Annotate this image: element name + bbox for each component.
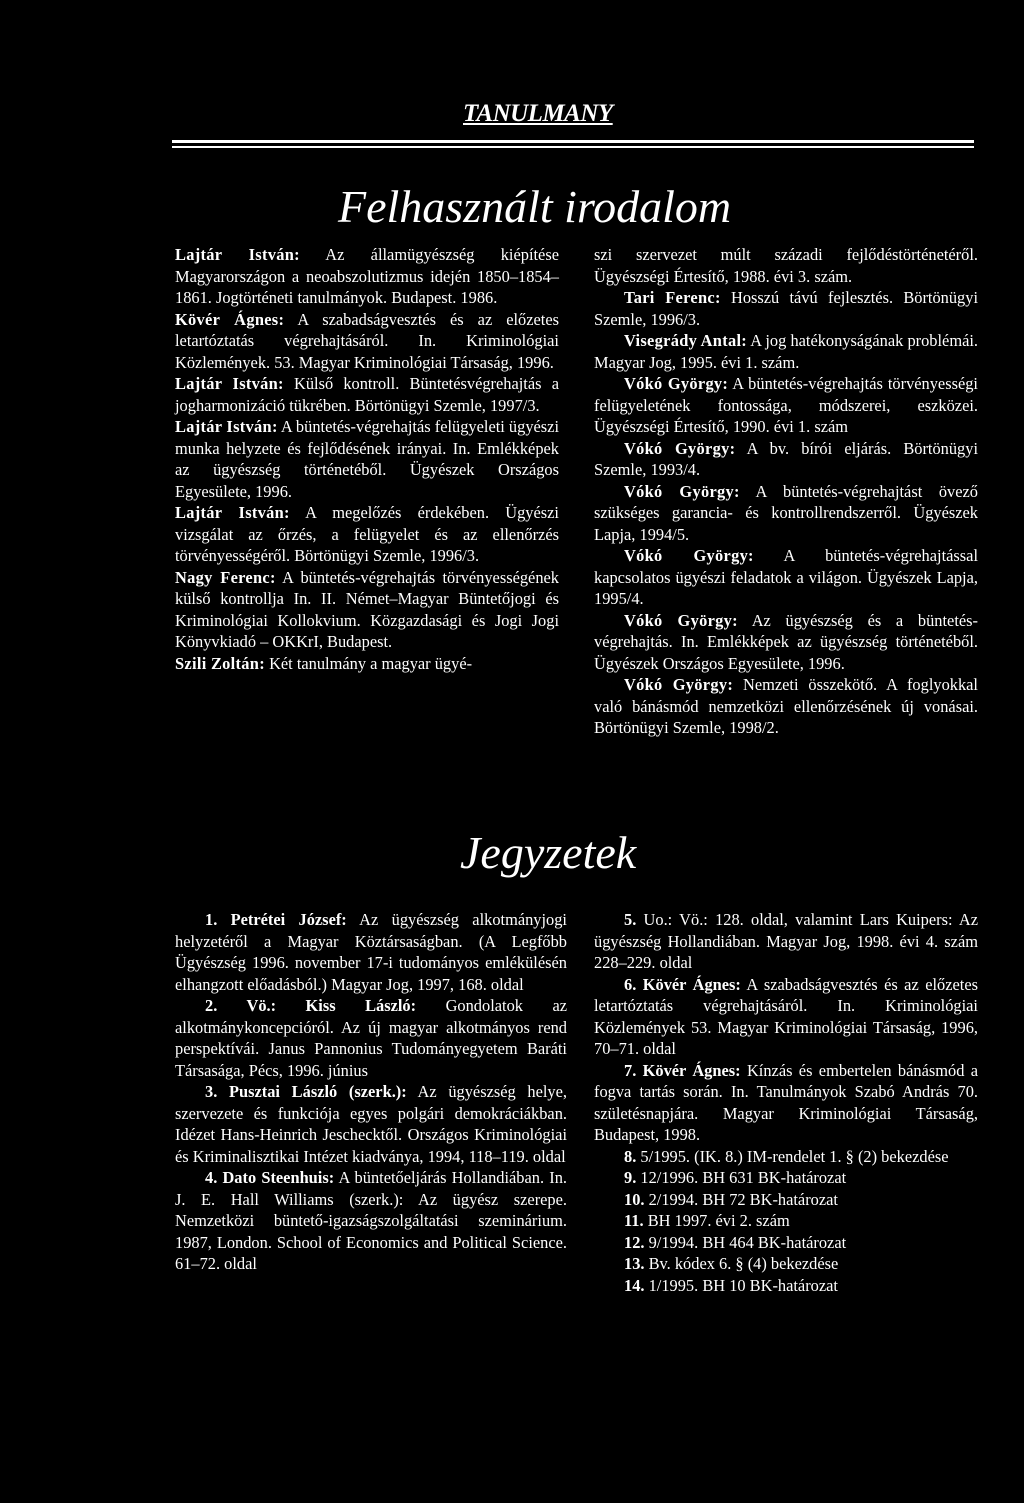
literature-column-left	[175, 244, 559, 674]
reference-text: 1/1995. BH 10 BK-határozat	[644, 1275, 838, 1295]
reference-entry	[594, 545, 978, 610]
notes-title: Jegyzetek	[460, 827, 637, 878]
reference-text: BH 1997. évi 2. szám	[643, 1211, 790, 1230]
reference-text: A jog hatékonyságának problémái. Magyar Jog, 1995. évi 1. szám.	[594, 331, 978, 372]
note-number: 1. Petrétei József:	[205, 910, 347, 929]
note-number: 13.	[624, 1254, 645, 1273]
reference-text: Kínzás és embertelen bánásmód a fogva tartás során. In. Tanulmányok Szabó András 70. születésnapjára. Magyar Kriminológiai Társaság, Budapest, 1998.	[594, 1060, 978, 1144]
reference-text: A büntetés-végrehajtást övező szükséges garancia- és kontrollrendszerről. Ügyészek Lapja, 1994/5.	[594, 481, 978, 544]
reference-author: Vókó György:	[624, 546, 754, 565]
reference-author: Vókó György:	[624, 675, 734, 694]
reference-author: Vókó György:	[624, 438, 736, 458]
literature-column-right	[594, 244, 978, 739]
reference-text: A büntetés-végrehajtással kapcsolatos ügyészi feladatok a világon. Ügyészek Lapja, 1995/4.	[594, 546, 978, 608]
reference-text: Bv. kódex 6. § (4) bekezdése	[644, 1254, 839, 1273]
reference-text: Az ügyészség helye, szervezete és funkciója egyes polgári demokráciákban. Idézet Hans-Heinrich Jeschecktől. Országos Kriminológiai és Kriminalisztikai Intézet kiadványa, 1994, 118–119. oldal	[175, 1082, 567, 1166]
reference-entry	[594, 1210, 978, 1232]
reference-entry	[175, 1081, 567, 1167]
reference-entry	[594, 1146, 978, 1168]
reference-author: Lajtár István:	[175, 417, 278, 436]
note-number: 10.	[624, 1189, 645, 1209]
note-number: 5.	[624, 910, 637, 929]
reference-entry	[594, 438, 978, 481]
reference-entry	[175, 653, 559, 675]
reference-entry	[175, 995, 567, 1081]
reference-text: Nemzeti összekötő. A foglyokkal való bánásmód nemzetközi ellenőrzésének új vonásai. Börtönügyi Szemle, 1998/2.	[594, 675, 978, 737]
note-number: 7. Kövér Ágnes:	[624, 1060, 741, 1080]
reference-text: A büntetés-végrehajtás felügyeleti ügyészi munka helyzete és fejlődésének irányai. In. Emlékképek az ügyészség történetéből. Ügyészek Országos Egyesülete, 1996.	[175, 417, 559, 501]
reference-text: A szabadságvesztés és az előzetes letartóztatás végrehajtásáról. In. Kriminológiai Közlemények 53. Magyar Kriminológiai Társaság, 1996, 70–71. oldal	[594, 974, 978, 1058]
note-number: 12.	[624, 1232, 645, 1252]
reference-text: 9/1994. BH 464 BK-határozat	[644, 1232, 847, 1252]
reference-entry	[594, 1189, 978, 1211]
reference-text: A szabadságvesztés és az előzetes letartóztatás végrehajtásáról. In. Kriminológiai Közlemények. 53. Magyar Kriminológiai Társaság, 1996.	[175, 309, 559, 372]
reference-entry	[594, 1060, 978, 1146]
reference-entry	[594, 610, 978, 675]
reference-text: A büntetőeljárás Hollandiában. In. J. E. Hall Williams (szerk.): Az ügyész szerepe. Nemzetközi büntető-igazságszolgáltatási szeminárium. 1987, London. School of Economics and Political Science. 61–72. oldal	[175, 1168, 567, 1273]
reference-author: Vókó György:	[624, 610, 738, 630]
reference-entry	[594, 909, 978, 974]
reference-entry	[175, 244, 559, 309]
note-number: 9.	[624, 1168, 637, 1187]
reference-author: Lajtár István:	[175, 245, 300, 264]
reference-entry	[594, 330, 978, 373]
reference-text: A megelőzés érdekében. Ügyészi vizsgálat az őrzés, a felügyelet és az ellenőrzés törvényességéről. Börtönügyi Szemle, 1996/3.	[175, 503, 559, 565]
reference-text: Hosszú távú fejlesztés. Börtönügyi Szemle, 1996/3.	[594, 288, 978, 329]
reference-text: 5/1995. (IK. 8.) IM-rendelet 1. § (2) bekezdése	[636, 1146, 949, 1166]
note-number: 14.	[624, 1275, 645, 1295]
reference-text: Az ügyészség és a büntetés-végrehajtás. In. Emlékképek az ügyészség történetéből. Ügyészek Országos Egyesülete, 1996.	[594, 610, 978, 673]
reference-entry	[175, 567, 559, 653]
reference-text: A büntetés-végrehajtás törvényességének külső kontrollja In. II. Német–Magyar Büntetőjogi és Kriminológiai Kollokvium. Közgazdasági és Jogi Jogi Könyvkiadó – OKKrI, Budapest.	[175, 567, 559, 651]
reference-text: A büntetés-végrehajtás törvényességi felügyeletének fontossága, módszerei, eszközei. Ügyészségi Értesítő, 1990. évi 1. szám	[594, 374, 978, 436]
reference-author: Kövér Ágnes:	[175, 309, 285, 329]
note-number: 4. Dato Steenhuis:	[205, 1168, 335, 1187]
header-rule	[172, 140, 974, 150]
reference-author: Vókó György:	[624, 374, 729, 393]
reference-entry	[594, 1167, 978, 1189]
reference-author: Szili Zoltán:	[175, 653, 265, 673]
reference-text: Az államügyészség kiépítése Magyarországon a neoabszolutizmus idején 1850–1854–1861. Jogtörténeti tanulmányok. Budapest. 1986.	[175, 245, 559, 307]
reference-author: Visegrády Antal:	[624, 331, 748, 350]
reference-text: Gondolatok az alkotmánykoncepcióról. Az új magyar alkotmányos rend perspektívái. Janus Pannonius Tudományegyetem Baráti Társasága, Pécs, 1996. június	[175, 996, 567, 1080]
reference-entry	[175, 909, 567, 995]
reference-text: 12/1996. BH 631 BK-határozat	[636, 1168, 847, 1187]
reference-text: Két tanulmány a magyar ügyé-	[264, 653, 473, 673]
reference-entry	[594, 481, 978, 546]
header-rule-thin	[172, 146, 974, 148]
reference-entry	[594, 1275, 978, 1297]
header-rule-thick	[172, 140, 974, 143]
literature-title: Felhasznált irodalom	[338, 181, 732, 232]
note-number: 3. Pusztai László (szerk.):	[205, 1082, 407, 1101]
reference-text: Az ügyészség alkotmányjogi helyzetéről a Magyar Köztársaságban. (A Legfőbb Ügyészség 1996. november 17-i tudományos emlékülésén elhangzott előadásból.) Magyar Jog, 1997, 168. oldal	[175, 910, 567, 994]
reference-entry	[175, 416, 559, 502]
notes-column-right	[594, 909, 978, 1296]
reference-entry	[594, 1253, 978, 1275]
reference-author: Vókó György:	[624, 481, 740, 501]
note-number: 8.	[624, 1146, 637, 1166]
reference-entry	[594, 287, 978, 330]
literature-continuation: szi szervezet múlt századi fejlődéstörténetéről. Ügyészségi Értesítő, 1988. évi 3. szám.	[594, 245, 978, 286]
reference-entry	[175, 309, 559, 374]
reference-entry	[594, 1232, 978, 1254]
reference-entry	[175, 1167, 567, 1275]
reference-text: A bv. bírói eljárás. Börtönügyi Szemle, 1993/4.	[594, 438, 978, 479]
reference-author: Lajtár István:	[175, 374, 284, 393]
reference-text: Külső kontroll. Büntetésvégrehajtás a jogharmonizáció tükrében. Börtönügyi Szemle, 1997/3.	[175, 374, 559, 415]
note-number: 6. Kövér Ágnes:	[624, 974, 741, 994]
reference-text: 2/1994. BH 72 BK-határozat	[644, 1189, 838, 1209]
reference-text: Uo.: Vö.: 128. oldal, valamint Lars Kuipers: Az ügyészség Hollandiában. Magyar Jog, 1998. évi 4. szám 228–229. oldal	[594, 910, 978, 972]
reference-entry	[594, 674, 978, 739]
reference-entry	[594, 974, 978, 1060]
section-header-label: TANULMANY	[463, 100, 613, 127]
note-number: 2. Vö.: Kiss László:	[205, 996, 417, 1015]
note-number: 11.	[624, 1211, 644, 1230]
reference-entry	[175, 502, 559, 567]
reference-entry	[594, 373, 978, 438]
reference-entry	[175, 373, 559, 416]
notes-column-left	[175, 909, 567, 1275]
reference-author: Lajtár István:	[175, 503, 290, 522]
reference-author: Nagy Ferenc:	[175, 567, 276, 587]
reference-author: Tari Ferenc:	[624, 288, 721, 307]
